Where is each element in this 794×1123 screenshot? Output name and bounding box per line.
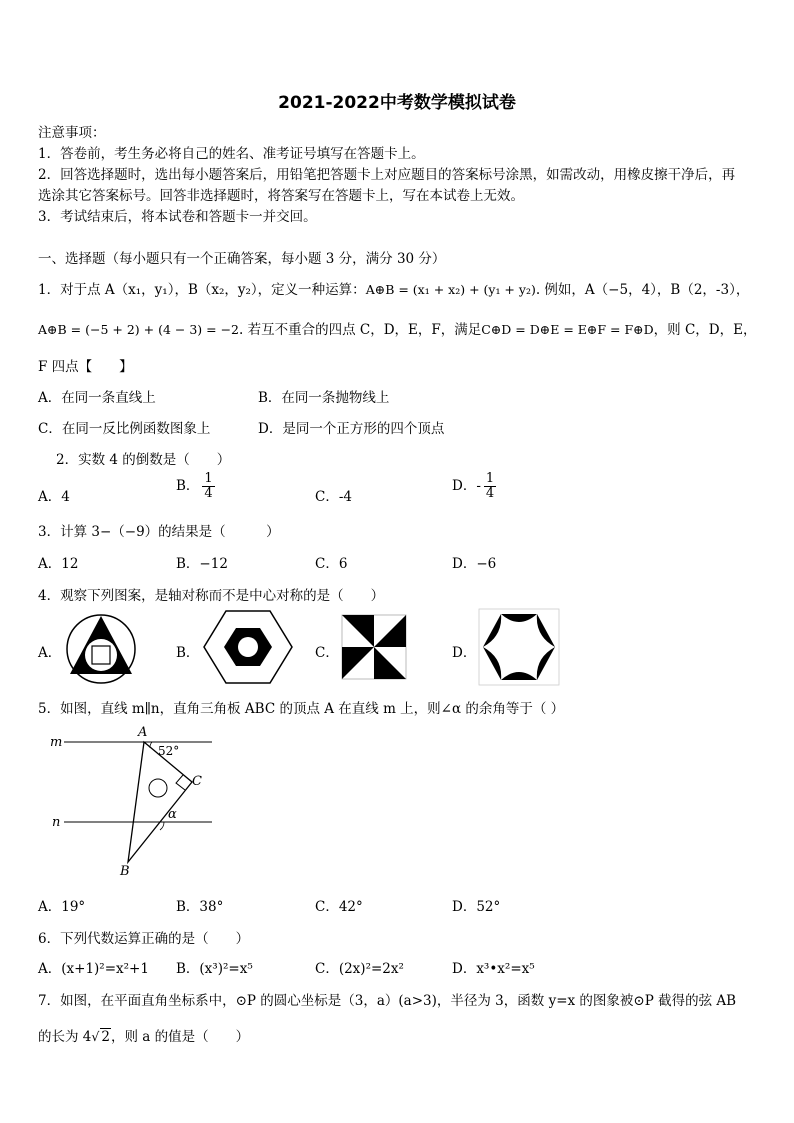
q4-option-c[interactable]: C． [315,645,339,661]
q4-option-d[interactable]: D． [452,645,477,661]
fraction-denominator: 4 [204,486,213,501]
q1-condition-formula: C⊕D = D⊕E = E⊕F = F⊕D [481,322,654,337]
q1-line-2 [38,318,756,338]
fraction-numerator: 1 [485,471,495,486]
fraction-numerator: 1 [204,471,213,486]
q5-option-d[interactable]: D．52° [452,899,501,915]
notice-item-1: 1．答卷前，考生务必将自己的姓名、准考证号填写在答题卡上。 [38,146,425,162]
q2-option-d-fraction [484,472,496,501]
q7-line-2 [38,1025,249,1045]
q5-stem: 5．如图，直线 m∥n，直角三角板 ABC 的顶点 A 在直线 m 上，则∠α 的余角等于（ ） [38,701,565,717]
vertex-a-label: A [138,725,148,740]
q2-option-b-fraction [202,472,214,501]
q6-option-a[interactable]: A．(x+1)²=x²+1 [38,961,149,977]
q1-option-c[interactable]: C．在同一反比例函数图象上 [38,421,211,437]
q2-stem: 2．实数 4 的倒数是（ ） [56,452,231,468]
q2-option-d-label: D．- [452,478,481,494]
notice-item-3: 3．考试结束后，将本试卷和答题卡一并交回。 [38,209,317,225]
q5-option-c[interactable]: C．42° [315,899,363,915]
q4-figure-a [62,612,140,686]
q1-tail: . 例如，A（−5，4），B（2，-3）， [535,282,750,298]
q3-stem: 3．计算 3−（−9）的结果是（ ） [38,524,280,540]
q2-option-b-label: B． [176,478,200,494]
section-heading: 一、选择题（每小题只有一个正确答案，每小题 3 分，满分 30 分） [38,251,446,267]
q6-option-b[interactable]: B．(x³)²=x⁵ [176,961,253,977]
q3-option-a[interactable]: A．12 [38,556,79,572]
q4-figure-d [478,608,560,686]
vertex-b-label: B [120,864,130,879]
sqrt-sign: √ [91,1029,100,1044]
line-m-label: m [50,735,63,750]
q7-tail: ，则 a 的值是（ ） [110,1029,250,1045]
angle-alpha-label: α [168,807,177,822]
q1-option-d[interactable]: D．是同一个正方形的四个顶点 [258,421,445,437]
q4-option-a[interactable]: A． [38,645,62,661]
q1-option-a[interactable]: A．在同一条直线上 [38,390,156,406]
q1-line-3: F 四点【 】 [38,359,133,375]
q5-figure [40,722,230,882]
q4-stem: 4．观察下列图案，是轴对称而不是中心对称的是（ ） [38,588,385,604]
q3-option-b[interactable]: B．−12 [176,556,228,572]
q1-formula: A⊕B = (x₁ + x₂) + (y₁ + y₂) [365,282,536,297]
q5-option-b[interactable]: B．38° [176,899,224,915]
q1-mid: . 若互不重合的四点 C，D，E，F，满足 [239,322,482,338]
q1-example-formula: A⊕B = (−5 + 2) + (4 − 3) = −2 [38,322,240,337]
q1-tail-2: ，则 C，D，E， [653,322,757,338]
q4-figure-c [340,613,408,681]
q6-option-c[interactable]: C．(2x)²=2x² [315,961,404,977]
q3-option-c[interactable]: C．6 [315,556,348,572]
fraction-denominator: 4 [485,486,495,501]
vertex-c-label: C [192,774,202,789]
q7-sqrt-radicand: 2 [101,1029,110,1045]
line-n-label: n [52,815,61,830]
angle-52-label: 52° [158,744,180,758]
q1-text: 1．对于点 A（x₁，y₁），B（x₂，y₂），定义一种运算： [38,282,366,298]
q6-stem: 6．下列代数运算正确的是（ ） [38,931,250,947]
notice-item-2b: 选涂其它答案标号。回答非选择题时，将答案写在答题卡上，写在本试卷上无效。 [38,188,524,204]
q7-line-1: 7．如图，在平面直角坐标系中，⊙P 的圆心坐标是（3，a）(a>3)，半径为 3，函数 y=x 的图象被⊙P 截得的弦 AB [38,993,737,1009]
q7-head: 的长为 4 [38,1029,92,1045]
q4-option-b[interactable]: B． [176,645,200,661]
q5-option-a[interactable]: A．19° [38,899,86,915]
q2-option-d[interactable] [452,472,496,501]
q3-option-d[interactable]: D．−6 [452,556,497,572]
q1-line-1 [38,278,749,298]
q2-option-a[interactable]: A．4 [38,489,70,505]
q1-option-b[interactable]: B．在同一条抛物线上 [258,390,390,406]
notice-heading: 注意事项： [38,125,106,141]
page-title: 2021-2022中考数学模拟试卷 [278,93,516,113]
q6-option-d[interactable]: D．x³•x²=x⁵ [452,961,535,977]
q4-figure-b [202,608,294,686]
notice-item-2a: 2．回答选择题时，选出每小题答案后，用铅笔把答题卡上对应题目的答案标号涂黑，如需改动，用橡皮擦干净后，再 [38,167,736,183]
q2-option-b[interactable] [176,472,215,501]
q2-option-c[interactable]: C．-4 [315,489,352,505]
